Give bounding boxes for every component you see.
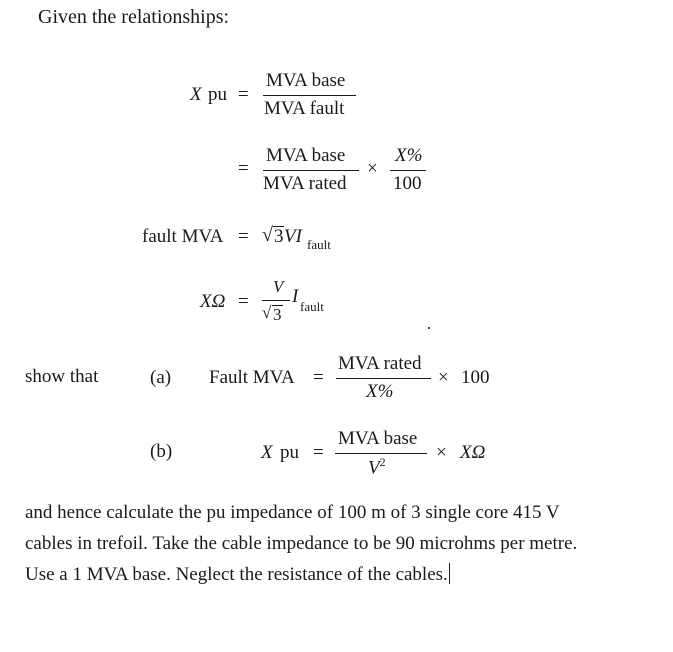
eq3-equals: = [238, 226, 249, 247]
part-b-equals: = [313, 442, 324, 463]
eq1-numerator: MVA base [266, 70, 346, 91]
paragraph-line-2: cables in trefoil. Take the cable impedance to be 90 microhms per metre. [25, 533, 578, 554]
eq4-var: I [292, 286, 299, 307]
text-cursor [449, 563, 450, 584]
part-b-fraction-bar [335, 453, 427, 454]
paragraph-line-3 [25, 559, 655, 590]
eq3-subscript: fault [307, 237, 331, 252]
eq1-lhs-unit: pu [208, 84, 227, 105]
part-b-denominator [368, 455, 386, 479]
eq4-lhs: XΩ [200, 291, 226, 312]
problem-paragraph [25, 497, 655, 590]
eq4-radical-sign: √ [262, 303, 272, 322]
eq3-lhs: fault MVA [142, 226, 224, 247]
eq3-vars: VI [284, 226, 302, 247]
paragraph-line-1: and hence calculate the pu impedance of 100 m of 3 single core 415 V [25, 502, 560, 523]
eq1-equals: = [238, 84, 249, 105]
eq3-radicand: 3 [274, 226, 284, 247]
eq2-equals: = [238, 158, 249, 179]
part-a-equals: = [313, 367, 324, 388]
part-a-fraction-bar [336, 378, 431, 379]
eq2-fraction-bar-1 [263, 170, 359, 171]
eq2-fraction-bar-2 [390, 170, 426, 171]
eq3-radical-sign: √ [262, 224, 273, 246]
stray-dot-mark [428, 327, 430, 329]
eq4-radicand: 3 [273, 305, 282, 324]
part-a-denominator: X% [366, 381, 394, 402]
part-a-times: × [438, 367, 449, 388]
paragraph-line-3-text: Use a 1 MVA base. Neglect the resistance of the cables. [25, 564, 448, 585]
part-b-denominator-var: V [368, 457, 380, 479]
part-a-numerator: MVA rated [338, 353, 422, 374]
part-b-numerator: MVA base [338, 428, 418, 449]
eq2-numerator-1: MVA base [266, 145, 346, 166]
eq1-fraction-bar [263, 95, 356, 96]
part-b-lhs-unit: pu [280, 442, 299, 463]
part-b-label: (b) [150, 441, 173, 462]
part-b-times: × [436, 442, 447, 463]
part-b-denominator-exponent: 2 [379, 455, 386, 469]
intro-text: Given the relationships: [38, 6, 230, 28]
eq4-fraction-bar [262, 300, 290, 301]
part-a-label: (a) [150, 367, 172, 388]
show-that-label: show that [25, 366, 99, 387]
part-a-lhs: Fault MVA [209, 367, 295, 388]
eq1-lhs-var: X [190, 84, 202, 105]
eq4-subscript: fault [300, 299, 324, 314]
part-b-factor: XΩ [460, 442, 486, 463]
eq2-denominator-1: MVA rated [263, 173, 347, 194]
eq4-numerator: V [273, 277, 284, 296]
eq1-denominator: MVA fault [264, 98, 345, 119]
eq2-denominator-2: 100 [393, 173, 422, 194]
eq2-times: × [367, 158, 378, 179]
eq4-equals: = [238, 291, 249, 312]
part-b-lhs-var: X [261, 442, 273, 463]
part-a-factor: 100 [461, 367, 490, 388]
eq2-numerator-2: X% [395, 145, 423, 166]
